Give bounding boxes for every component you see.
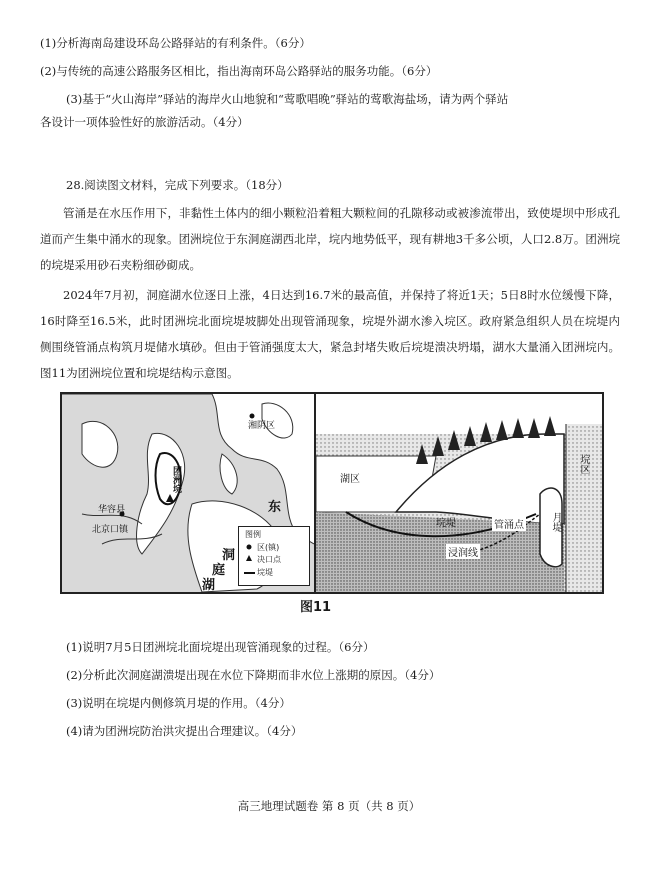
- legend-title: 图例: [245, 530, 261, 539]
- map-label-beijingkou: 北京口镇: [92, 525, 129, 535]
- map-label-lake: 湖: [202, 578, 216, 592]
- sub-question: (1)说明7月5日团洲垸北面垸堤出现管涌现象的过程。（6分）: [66, 640, 375, 654]
- cross-section-drawing: [316, 394, 602, 592]
- section-label-lake-zone: 湖区: [340, 474, 360, 485]
- map-label-tuanzhou: 团洲垸: [171, 466, 181, 493]
- question-item-continuation: 各设计一项体验性好的旅游活动。（4分）: [40, 115, 249, 129]
- question-item: (1)分析海南岛建设环岛公路驿站的有利条件。（6分）: [40, 36, 311, 50]
- location-map: [62, 394, 316, 592]
- map-label-xiangyin: 湘阴区: [248, 421, 276, 431]
- page-footer: 高三地理试题卷 第 8 页（共 8 页）: [237, 799, 421, 813]
- sub-question: (4)请为团洲垸防治洪灾提出合理建议。（4分）: [66, 724, 303, 738]
- section-label-piping-point: 管涌点: [492, 516, 526, 531]
- q28-heading: 28.阅读图文材料，完成下列要求。（18分）: [66, 178, 289, 192]
- dike-cross-section: [316, 394, 602, 592]
- section-label-dike-body: 垸堤: [436, 518, 456, 529]
- sub-question: (3)说明在垸堤内侧修筑月堤的作用。（4分）: [66, 696, 291, 710]
- legend-dike: 垸堤: [257, 568, 273, 577]
- map-label-dong: 洞: [222, 548, 236, 563]
- q28-paragraph-1: 管涌是在水压作用下，非黏性土体内的细小颗粒沿着粗大颗粒间的孔隙移动或被渗流带出，致使堤坝中形成孔道而产生集中涌水的现象。团洲垸位于东洞庭湖西北岸，垸内地势低平，现有耕地3千多公顷，人口2.8万。团洲垸的垸堤采用砂石夹粉细砂砌成。: [40, 206, 620, 272]
- legend-breach: 决口点: [257, 555, 281, 564]
- section-label-seepage-line: 浸润线: [446, 544, 480, 559]
- map-label-huarong: 华容县: [98, 505, 126, 515]
- sub-question: (2)分析此次洞庭湖溃堤出现在水位下降期而非水位上涨期的原因。（4分）: [66, 668, 441, 682]
- map-legend: [238, 526, 310, 586]
- section-label-moon-dike: 月堤: [550, 512, 561, 532]
- figure-11: [60, 392, 604, 594]
- figure-caption: 图11: [300, 600, 332, 615]
- legend-district: 区(镇): [257, 543, 280, 552]
- map-label-east: 东: [268, 500, 282, 515]
- q28-paragraph-2: 2024年7月初，洞庭湖水位逐日上涨，4日达到16.7米的最高值，并保持了将近1天；5日8时水位缓慢下降，16时降至16.5米，此时团洲垸北面垸堤坡脚处出现管涌现象，垸堤外湖水渗入垸区。政府紧急组织人员在垸堤内侧围绕管涌点构筑月堤储水填砂。但由于管涌强度太大，紧急封堵失败后垸堤溃决坍塌，湖水大量涌入团洲垸内。图11为团洲垸位置和垸堤结构示意图。: [40, 288, 620, 380]
- map-label-ting: 庭: [212, 563, 226, 578]
- question-item: (3)基于“火山海岸”驿站的海岸火山地貌和“莺歌唱晚”驿站的莺歌海盐场，请为两个驿站: [66, 92, 509, 106]
- section-label-polder: 垸区: [578, 454, 589, 474]
- question-item: (2)与传统的高速公路服务区相比，指出海南环岛公路驿站的服务功能。（6分）: [40, 64, 438, 78]
